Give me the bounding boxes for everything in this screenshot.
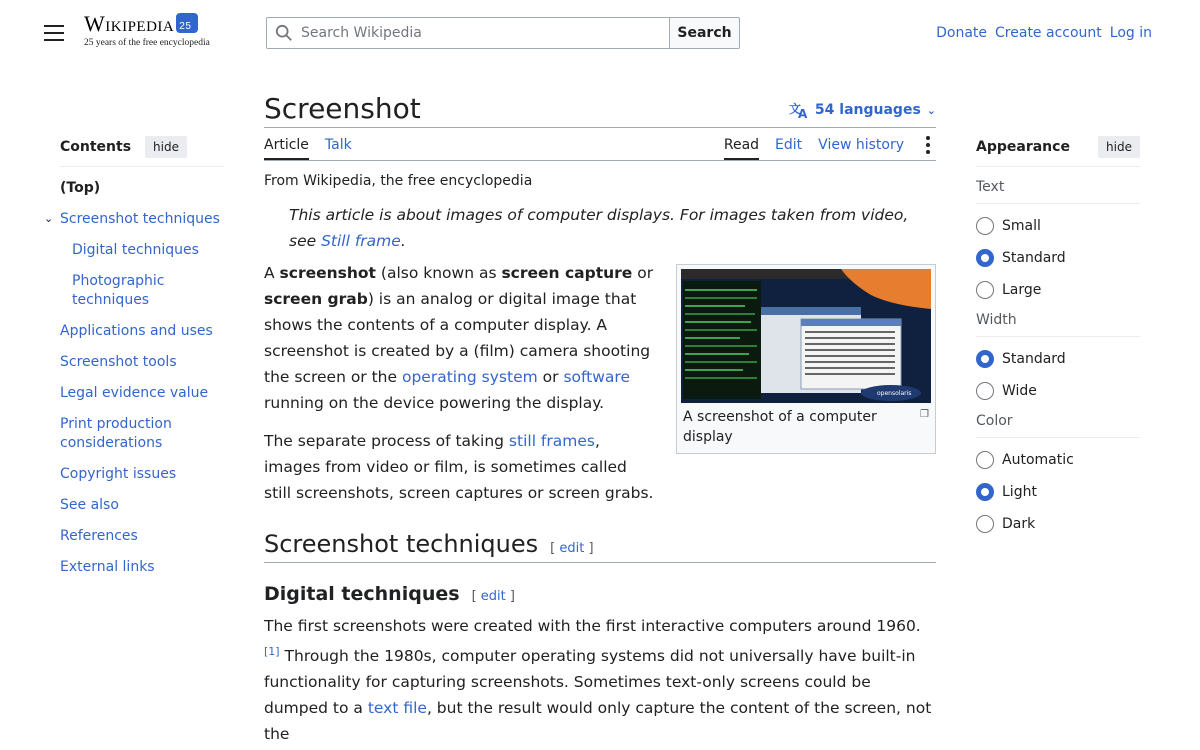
toc-link[interactable]: References <box>60 528 138 544</box>
radio-label: Standard <box>1002 351 1066 367</box>
site-subtitle: From Wikipedia, the free encyclopedia <box>264 173 533 189</box>
edit-section-link[interactable]: edit <box>559 541 585 556</box>
bracket: [ <box>550 541 560 556</box>
bracket: ] <box>505 589 515 604</box>
reference-link[interactable]: [1] <box>264 645 280 658</box>
section-heading-digital-techniques <box>264 583 936 605</box>
radio-icon <box>976 451 994 469</box>
toc-item-top[interactable]: (Top) <box>60 180 101 196</box>
radio-icon <box>976 382 994 400</box>
bracket: ] <box>584 541 594 556</box>
toc-link[interactable]: Applications and uses <box>60 323 213 339</box>
user-links <box>936 25 1152 41</box>
radio-label: Large <box>1002 282 1042 298</box>
chevron-down-icon[interactable]: ⌄ <box>44 212 54 225</box>
color-automatic-radio[interactable] <box>976 450 1140 470</box>
toc-link[interactable]: Screenshot tools <box>60 354 177 370</box>
appearance-panel <box>976 136 1140 546</box>
toc-item-applications[interactable] <box>60 322 224 341</box>
radio-label: Standard <box>1002 250 1066 266</box>
hatnote-end: . <box>400 232 406 250</box>
heading-text: Digital techniques <box>264 583 460 605</box>
operating-system-link[interactable]: operating system <box>401 368 538 386</box>
radio-label: Automatic <box>1002 452 1074 468</box>
edit-section <box>472 589 515 604</box>
caption-text: A screenshot of a computer display <box>683 409 877 445</box>
bold-term: screen capture <box>501 264 633 282</box>
page-tabs <box>264 128 936 161</box>
text-size-section <box>976 179 1140 300</box>
width-standard-radio[interactable] <box>976 349 1140 369</box>
toc-link[interactable]: Legal evidence value <box>60 385 209 401</box>
language-count: 54 languages <box>814 102 921 118</box>
text: ) is an analog or digital image that shows the contents of a computer display. A screenshot is created by a (film) camera shooting the screen or the <box>264 290 651 386</box>
search-field[interactable] <box>266 17 670 49</box>
text-standard-radio[interactable] <box>976 248 1140 268</box>
digital-techniques-paragraph <box>264 613 936 747</box>
search-input[interactable] <box>301 25 641 41</box>
thumbnail-figure <box>676 264 936 454</box>
logo-wordmark: Wikipedia25 <box>84 12 210 36</box>
section-heading-screenshot-techniques <box>264 530 936 563</box>
create-account-link[interactable]: Create account <box>995 25 1102 41</box>
toc-link[interactable]: Screenshot techniques <box>60 211 220 227</box>
toc-item-screenshot-techniques[interactable] <box>44 210 224 229</box>
toc-link[interactable]: Photographic techniques <box>72 273 165 308</box>
toc-hide-button[interactable]: hide <box>145 136 187 158</box>
tab-view-history[interactable]: View history <box>818 137 904 153</box>
lead-section <box>264 260 936 506</box>
language-button[interactable] <box>789 101 936 125</box>
text: The first screenshots were created with the first interactive computers around 1960. <box>264 617 921 635</box>
software-link[interactable]: software <box>563 368 631 386</box>
toc-item-photographic-techniques[interactable] <box>60 272 224 310</box>
translate-icon <box>789 101 809 119</box>
wikipedia-logo[interactable] <box>84 12 210 48</box>
width-section <box>976 312 1140 401</box>
hatnote-text: This article is about images of computer displays. For images taken from video, see <box>289 206 909 250</box>
color-section <box>976 413 1140 534</box>
tab-read[interactable]: Read <box>724 137 759 160</box>
chevron-down-icon: ⌄ <box>926 103 936 117</box>
screenshot-image[interactable] <box>681 269 931 403</box>
toc-header <box>60 136 224 167</box>
toc-item-legal-evidence[interactable] <box>60 384 224 403</box>
width-label: Width <box>976 312 1140 337</box>
radio-selected-icon <box>976 249 994 267</box>
screenshot-illustration <box>681 269 931 403</box>
toc-item-external-links[interactable] <box>60 558 224 577</box>
thumbnail-caption <box>681 403 931 449</box>
text-small-radio[interactable] <box>976 216 1140 236</box>
radio-icon <box>976 217 994 235</box>
radio-label: Dark <box>1002 516 1036 532</box>
radio-selected-icon <box>976 350 994 368</box>
tab-article[interactable]: Article <box>264 137 309 160</box>
hatnote <box>264 202 936 254</box>
toc-item-screenshot-tools[interactable] <box>60 353 224 372</box>
svg-text:A: A <box>797 107 808 119</box>
bracket: [ <box>471 589 481 604</box>
tab-talk[interactable]: Talk <box>324 137 352 153</box>
toc-link[interactable]: Copyright issues <box>60 466 177 482</box>
table-of-contents <box>44 136 224 589</box>
text: (also known as <box>375 264 502 282</box>
log-in-link[interactable]: Log in <box>1109 25 1152 41</box>
still-frames-link[interactable]: still frames <box>508 432 595 450</box>
main-menu-button[interactable] <box>44 25 64 41</box>
toc-link[interactable]: Digital techniques <box>72 242 199 258</box>
text-size-label: Text <box>976 179 1140 204</box>
tab-edit[interactable]: Edit <box>775 137 803 153</box>
search-button[interactable]: Search <box>670 17 740 49</box>
text: A <box>264 264 280 282</box>
radio-label: Light <box>1002 484 1037 500</box>
heading-text: Screenshot techniques <box>264 530 539 558</box>
edit-section <box>550 541 593 556</box>
logo-tagline: 25 years of the free encyclopedia <box>84 38 210 48</box>
svg-text:文: 文 <box>788 102 801 116</box>
toc-item-references[interactable] <box>60 527 224 546</box>
article-content <box>264 92 936 750</box>
text: running on the device powering the display. <box>264 394 605 412</box>
toc-item-see-also[interactable] <box>60 496 224 515</box>
page-title: Screenshot <box>264 92 421 125</box>
text: Through the 1980s, computer operating systems did not universally have built-in functionality for capturing screenshots. Sometimes text-only screens could be dumped to a <box>264 647 916 718</box>
radio-label: Wide <box>1002 383 1037 399</box>
bold-term: screen grab <box>264 290 368 308</box>
enlarge-icon[interactable]: ❐ <box>920 409 929 420</box>
text: , but the result would only capture the content of the screen, not the <box>264 699 932 744</box>
toc-item-copyright[interactable] <box>60 465 224 484</box>
appearance-heading: Appearance <box>976 139 1070 155</box>
text-file-link[interactable]: text file <box>367 699 427 718</box>
thumbnail-watermark: opensolaris <box>877 390 912 397</box>
title-row <box>264 92 936 128</box>
color-light-radio[interactable] <box>976 482 1140 502</box>
radio-label: Small <box>1002 218 1041 234</box>
toc-item-print-production[interactable] <box>60 415 224 453</box>
toc-link[interactable]: Print production considerations <box>60 416 172 451</box>
bold-term: screenshot <box>279 264 376 282</box>
appearance-hide-button[interactable]: hide <box>1098 136 1140 158</box>
donate-link[interactable]: Donate <box>936 25 988 41</box>
toc-item-digital-techniques[interactable] <box>60 241 224 260</box>
appearance-header <box>976 136 1140 167</box>
edit-section-link[interactable]: edit <box>480 589 506 604</box>
toc-heading: Contents <box>60 139 132 155</box>
text: The separate process of taking <box>264 432 509 450</box>
color-dark-radio[interactable] <box>976 514 1140 534</box>
radio-icon <box>976 281 994 299</box>
text-large-radio[interactable] <box>976 280 1140 300</box>
text: or <box>537 368 564 386</box>
puzzle-globe-icon <box>176 13 198 33</box>
radio-selected-icon <box>976 483 994 501</box>
color-label: Color <box>976 413 1140 438</box>
still-frame-link[interactable]: Still frame <box>321 232 401 250</box>
width-wide-radio[interactable] <box>976 381 1140 401</box>
text: or <box>632 264 654 282</box>
radio-icon <box>976 515 994 533</box>
toc-link[interactable]: External links <box>60 559 155 575</box>
search-form <box>266 17 740 49</box>
search-icon <box>275 24 293 42</box>
toc-link[interactable]: See also <box>60 497 119 513</box>
more-tools-icon[interactable] <box>920 136 936 160</box>
text: , images from video or film, is sometimes called still screenshots, screen captures or screen grabs. <box>264 432 654 502</box>
